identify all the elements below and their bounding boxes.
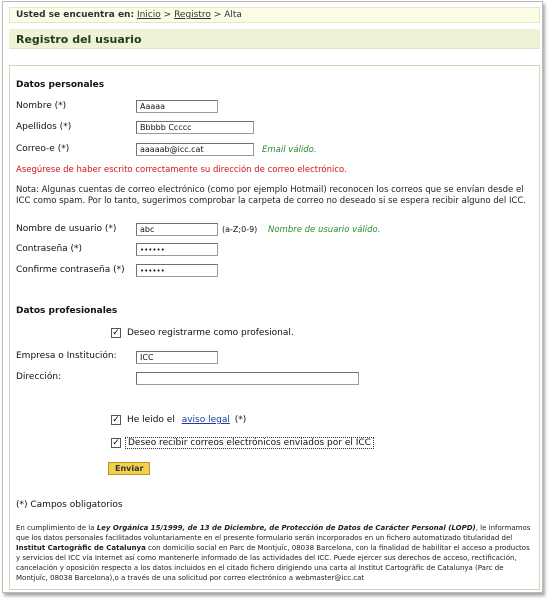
direccion-label: Dirección: xyxy=(16,372,62,382)
correo-input[interactable]: aaaaab@icc.cat xyxy=(136,143,254,156)
spam-note: Nota: Algunas cuentas de correo electrónico (como por ejemplo Hotmail) reconocen los correos que se envían desde el ICC como spam. Por lo tanto, sugerimos comprobar la carpeta de correo no deseado si se espera recibir alguno del ICC. xyxy=(16,185,527,206)
breadcrumb-sep: > xyxy=(163,10,172,20)
mail-checkbox[interactable] xyxy=(111,438,121,448)
legal-suffix: (*) xyxy=(234,415,247,425)
legal-institution-name: Institut Cartogràfic de Catalunya xyxy=(16,544,146,552)
breadcrumb xyxy=(9,7,540,23)
confirm-password-label: Confirme contraseña (*) xyxy=(16,265,125,275)
nombre-input[interactable]: Aaaaa xyxy=(136,100,218,113)
apellidos-input[interactable]: Bbbbb Ccccc xyxy=(136,121,254,134)
breadcrumb-label: Usted se encuentra en: xyxy=(16,10,135,20)
correo-label: Correo-e (*) xyxy=(16,144,70,154)
legal-checkbox[interactable] xyxy=(111,415,121,425)
email-warning: Asegúrese de haber escrito correctamente su dirección de correo electrónico. xyxy=(16,165,347,175)
legal-text-part: En cumplimiento de la xyxy=(16,524,97,532)
breadcrumb-alta: Alta xyxy=(224,10,242,20)
profesional-checkbox[interactable] xyxy=(111,328,121,338)
legal-law-name: Ley Orgánica 15/1999, de 13 de Diciembre, de Protección de Datos de Carácter Personal (LOPD) xyxy=(96,524,476,532)
usuario-input[interactable]: abc xyxy=(136,223,218,236)
registration-form xyxy=(9,65,540,590)
profesional-checkbox-label: Deseo registrarme como profesional. xyxy=(127,328,294,338)
empresa-label: Empresa o Institución: xyxy=(16,351,117,361)
breadcrumb-sep: > xyxy=(213,10,222,20)
aviso-legal-link[interactable]: aviso legal xyxy=(181,415,230,425)
breadcrumb-inicio[interactable]: Inicio xyxy=(136,10,161,20)
password-input[interactable]: •••••• xyxy=(136,243,218,256)
section-title-personal: Datos personales xyxy=(16,80,105,90)
nombre-label: Nombre (*) xyxy=(16,101,67,111)
submit-button[interactable]: Enviar xyxy=(108,462,150,475)
check-icon: ✓ xyxy=(112,328,120,338)
legal-text-part: , le informamos que los datos personales facilitados voluntariamente en el presente formulario serán incorporados en un fichero automatizado titularidad del xyxy=(16,524,531,542)
legal-label xyxy=(127,415,246,425)
legal-text-part: con domicilio social en Parc de Montjuïc, 08038 Barcelona, con la finalidad de habilitar el acceso a productos y servicios del ICC vía Internet así como mantenerle informado de las actividades del ICC. Puede ejercer sus derechos de acceso, rectificación, cancelación y oposición respecto a los datos incluidos en el citado fichero dirigiendo una carta al Institut Cartogràfic de Catalunya (Parc de Montjuïc, 08038 Barcelona),o a través de una solicitud por correo electrónico a webmaster@icc.cat xyxy=(16,544,530,582)
window-frame xyxy=(2,1,543,593)
check-icon: ✓ xyxy=(112,438,120,448)
usuario-label: Nombre de usuario (*) xyxy=(16,224,117,234)
breadcrumb-registro[interactable]: Registro xyxy=(174,10,211,20)
lopd-legal-text xyxy=(16,523,534,583)
usuario-valid-msg: Nombre de usuario válido. xyxy=(268,225,381,235)
apellidos-label: Apellidos (*) xyxy=(16,122,72,132)
password-label: Contraseña (*) xyxy=(16,244,83,254)
mail-checkbox-label: Deseo recibir correos electrónicos enviados por el ICC xyxy=(125,437,374,449)
empresa-input[interactable]: ICC xyxy=(136,351,218,364)
direccion-input[interactable] xyxy=(136,372,359,385)
legal-prefix: He leido el xyxy=(127,415,175,425)
section-title-professional: Datos profesionales xyxy=(16,306,118,316)
check-icon: ✓ xyxy=(112,415,120,425)
usuario-hint: (a-Z;0-9) xyxy=(222,225,258,234)
correo-valid-msg: Email válido. xyxy=(262,145,317,155)
confirm-password-input[interactable]: •••••• xyxy=(136,264,218,277)
required-fields-note: (*) Campos obligatorios xyxy=(16,500,123,510)
page-title: Registro del usuario xyxy=(9,29,540,49)
